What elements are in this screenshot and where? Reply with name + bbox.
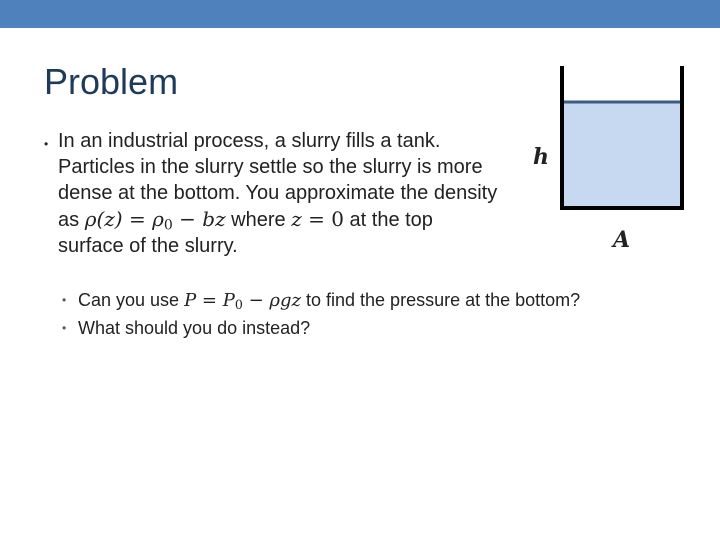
pressure-formula [184, 290, 301, 311]
top-accent-bar [0, 0, 720, 28]
sub-bullet-text [78, 286, 580, 315]
formula-z-arg: (z) [96, 207, 123, 231]
sub-bullet-list [62, 286, 662, 342]
height-label: h [533, 144, 549, 170]
slide-title: Problem [44, 61, 179, 102]
formula-equals: = [122, 207, 153, 231]
sub-bullet-pressure-question [62, 286, 662, 314]
bullet-dot: • [44, 137, 49, 151]
end-text: at the top surface of the slurry. [58, 209, 433, 257]
formula-P0-subscript: 0 [234, 297, 243, 313]
surface-condition [291, 207, 344, 231]
middle-text: where [225, 209, 292, 231]
q1-after: to find the pressure at the bottom? [301, 290, 581, 310]
formula-rho0-subscript: 0 [163, 217, 173, 234]
slurry-fill [562, 102, 682, 208]
formula-P-minus: − [242, 290, 270, 311]
sub-bullet-dot: • [62, 321, 67, 335]
sub-bullet-text: What should you do instead? [78, 318, 311, 338]
sub-bullet-instead-question [62, 314, 662, 342]
main-bullet-text [58, 128, 502, 259]
formula-P-equals: = [196, 290, 223, 311]
sub-bullet-dot: • [62, 293, 67, 307]
formula-rho: ρ [84, 207, 97, 231]
formula-P0: P [222, 290, 235, 311]
area-label: A [613, 227, 631, 253]
formula-bz: bz [202, 207, 226, 231]
formula-P: P [184, 290, 197, 311]
formula-minus: − [172, 207, 203, 231]
cond-zero: 0 [331, 207, 344, 231]
formula-rhogz: ρgz [269, 290, 301, 311]
cond-equals: = [301, 207, 332, 231]
density-formula [84, 207, 226, 234]
q1-before: Can you use [78, 290, 185, 310]
intro-text: In an industrial process, a slurry fills a tank. Particles in the slurry settle so the slurry is more dense at the bottom. You approximate the density as [58, 130, 498, 231]
formula-rho0: ρ [152, 207, 164, 231]
cond-z: z [291, 207, 302, 231]
